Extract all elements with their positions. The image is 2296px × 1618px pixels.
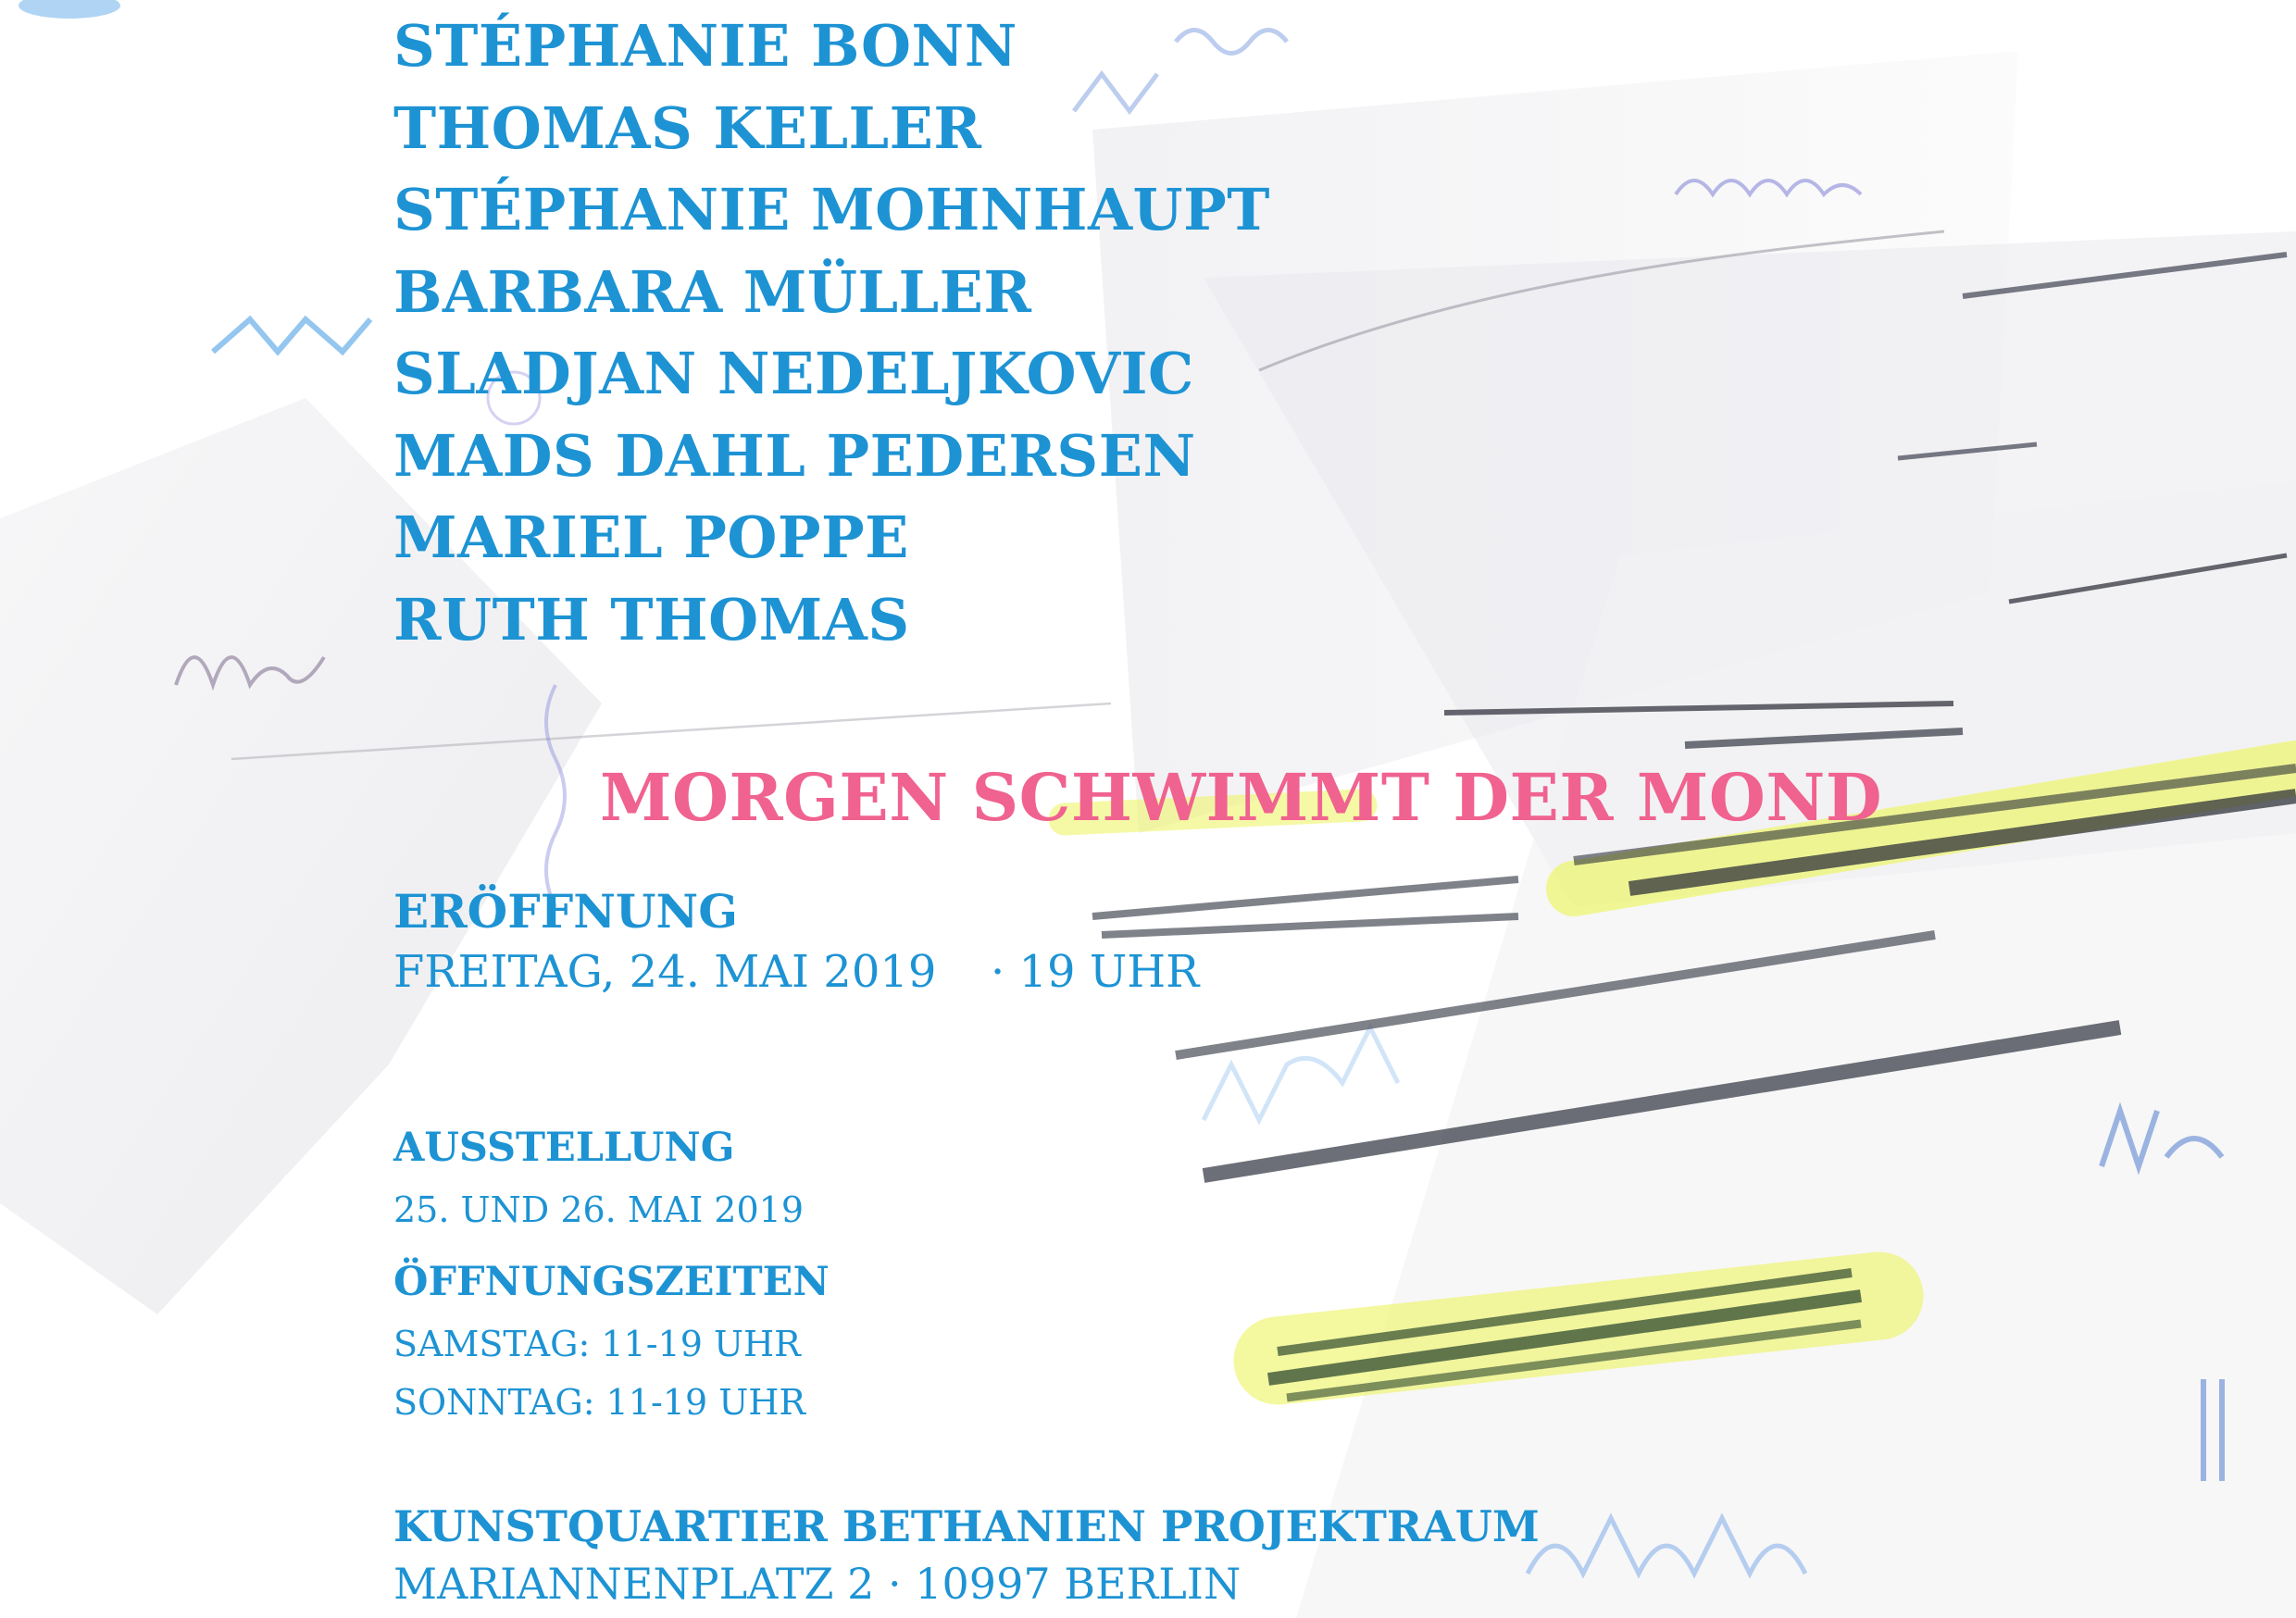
artist-name: RUTH THOMAS (393, 585, 910, 653)
artist-list (393, 6, 1270, 661)
artist-name: STÉPHANIE MOHNHAUPT (393, 176, 1270, 243)
artist-name: THOMAS KELLER (393, 93, 982, 162)
artist-name: MADS DAHL PEDERSEN (393, 421, 1196, 490)
heavy-strike-5 (1102, 916, 1518, 935)
hours-saturday: SAMSTAG: 11-19 UHR (393, 1324, 801, 1364)
scribble-kopf (1204, 1027, 1398, 1120)
opening-time: · 19 UHR (990, 946, 1200, 998)
venue-name: KUNSTQUARTIER BETHANIEN PROJEKTRAUM (393, 1501, 1540, 1551)
opening-date-text: FREITAG, 24. MAI 2019 (393, 946, 937, 998)
ink-blot (19, 0, 120, 19)
artist-name: SLADJAN NEDELJKOVIC (393, 340, 1194, 407)
opening-label: ERÖFFNUNG (393, 884, 738, 939)
heavy-strike-4 (1092, 879, 1518, 916)
hours-sunday: SONNTAG: 11-19 UHR (393, 1382, 806, 1423)
scribble-neuen (213, 319, 370, 352)
exhibition-title: MORGEN SCHWIMMT DER MOND (600, 759, 1883, 836)
artist-name: BARBARA MÜLLER (393, 257, 1032, 326)
exhibition-dates: 25. UND 26. MAI 2019 (393, 1189, 804, 1230)
artist-name: STÉPHANIE BONN (393, 12, 1017, 80)
opening-date (393, 946, 1199, 998)
opening-hours-label: ÖFFNUNGSZEITEN (393, 1259, 830, 1305)
exhibition-label: AUSSTELLUNG (393, 1125, 735, 1171)
artist-name: MARIEL POPPE (393, 504, 909, 571)
venue-address: MARIANNENPLATZ 2 · 10997 BERLIN (393, 1559, 1242, 1609)
